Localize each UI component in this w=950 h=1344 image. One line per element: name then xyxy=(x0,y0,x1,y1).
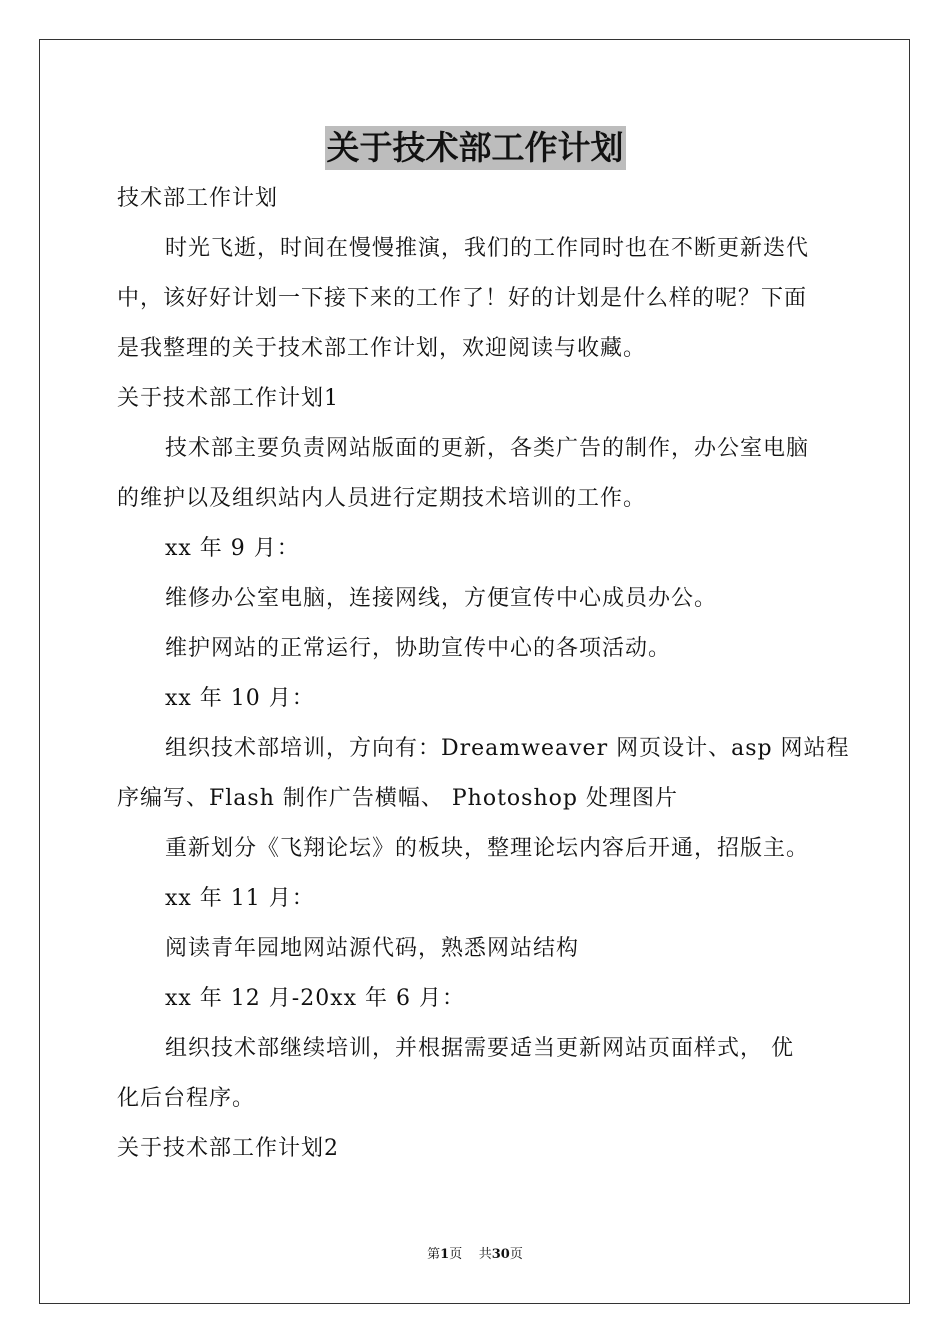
footer-page-prefix: 第 xyxy=(427,1247,441,1262)
section-heading-1: 关于技术部工作计划1 xyxy=(117,386,339,411)
footer-page-number: 1 xyxy=(440,1247,450,1262)
body-line-2: 的维护以及组织站内人员进行定期技术培训的工作。 xyxy=(117,486,647,511)
footer-page-suffix: 页 xyxy=(449,1247,463,1262)
month-heading-dec-jun: xx 年 12 月-20xx 年 6 月： xyxy=(165,986,466,1011)
title-container xyxy=(0,126,950,170)
body-line-7: 重新划分《飞翔论坛》的板块，整理论坛内容后开通，招版主。 xyxy=(165,836,810,861)
body-line-4: 维护网站的正常运行，协助宣传中心的各项活动。 xyxy=(165,636,672,661)
body-line-8: 阅读青年园地网站源代码，熟悉网站结构 xyxy=(165,936,580,961)
body-line-10: 化后台程序。 xyxy=(117,1086,256,1111)
section-heading-2: 关于技术部工作计划2 xyxy=(117,1136,339,1161)
intro-line-2: 中，该好好计划一下接下来的工作了！好的计划是什么样的呢？下面 xyxy=(117,286,808,311)
page-border xyxy=(39,39,910,1304)
subtitle-line: 技术部工作计划 xyxy=(117,186,279,211)
body-line-1: 技术部主要负责网站版面的更新，各类广告的制作，办公室电脑 xyxy=(165,436,810,461)
month-heading-oct: xx 年 10 月： xyxy=(165,686,315,711)
footer-total-pages: 30 xyxy=(491,1247,510,1262)
intro-line-3: 是我整理的关于技术部工作计划，欢迎阅读与收藏。 xyxy=(117,336,647,361)
body-line-9: 组织技术部继续培训，并根据需要适当更新网站页面样式， 优 xyxy=(165,1036,794,1061)
month-heading-sep: xx 年 9 月： xyxy=(165,536,300,561)
body-line-6: 序编写、Flash 制作广告横幅、 Photoshop 处理图片 xyxy=(117,786,678,811)
footer-total-prefix: 共 xyxy=(478,1247,492,1262)
intro-line-1: 时光飞逝，时间在慢慢推演，我们的工作同时也在不断更新迭代 xyxy=(165,236,810,261)
body-line-3: 维修办公室电脑，连接网线，方便宣传中心成员办公。 xyxy=(165,586,718,611)
body-line-5: 组织技术部培训，方向有：Dreamweaver 网页设计、asp 网站程 xyxy=(165,736,850,761)
month-heading-nov: xx 年 11 月： xyxy=(165,886,315,911)
footer-total-suffix: 页 xyxy=(509,1247,523,1262)
page-footer xyxy=(0,1246,950,1264)
document-title: 关于技术部工作计划 xyxy=(325,126,626,170)
